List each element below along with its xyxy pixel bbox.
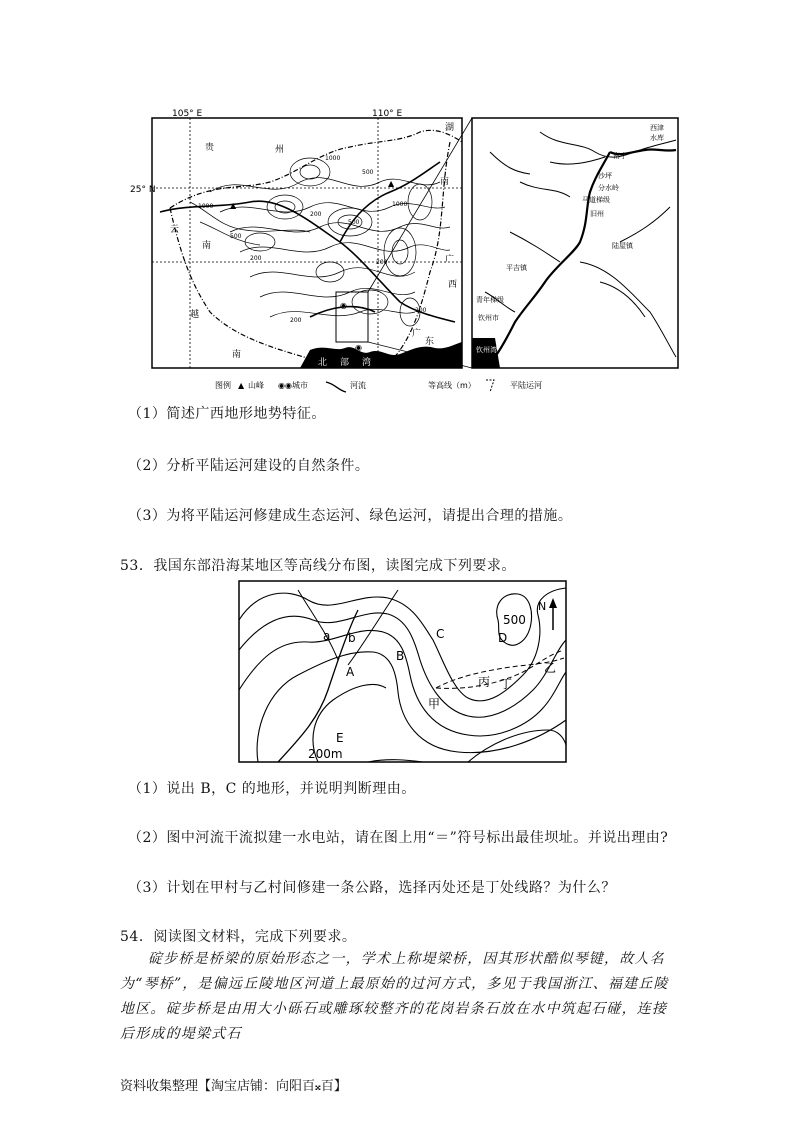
region-label: 北 bbox=[318, 358, 328, 368]
label-C: C bbox=[436, 627, 445, 641]
label-200m: 200m bbox=[308, 747, 343, 761]
lon-105-label: 105° E bbox=[172, 109, 203, 119]
svg-text:◉: ◉ bbox=[355, 343, 362, 352]
q54-paragraph: 碇步桥是桥梁的原始形态之一，学术上称堤梁桥，因其形状酷似琴键，故人名为“琴桥”，是偏远丘陵地区河道上最原始的过河方式，多见于我国浙江、福建丘陵地区。碇步桥是由用大小砾石或雕琢较整齐的花岗岩条石放在水中筑起石碰，连接后形成的堤梁式石 bbox=[120, 951, 669, 1042]
legend-peak: 山峰 bbox=[248, 381, 264, 390]
q53-sub1: （1）说出 B，C 的地形，并说明判断理由。 bbox=[128, 781, 416, 797]
map-legend bbox=[215, 380, 542, 392]
region-label: 贵 bbox=[205, 143, 215, 153]
region-label: 南 bbox=[232, 350, 242, 360]
inset-label: 青年梯级 bbox=[476, 296, 504, 304]
region-label: 云 bbox=[170, 225, 180, 235]
label-a: a bbox=[323, 629, 331, 643]
region-label: 广 bbox=[412, 329, 422, 339]
svg-text:▲: ▲ bbox=[238, 381, 245, 390]
svg-text:◉: ◉ bbox=[340, 301, 347, 310]
inset-label: 西津 bbox=[650, 124, 664, 132]
inset-label: 平吉镇 bbox=[506, 264, 527, 272]
label-b-lower: b bbox=[348, 631, 356, 645]
inset-label: 钦州湾 bbox=[476, 346, 497, 354]
inset-label: 沙坪 bbox=[598, 172, 612, 180]
q52-sub2: （2）分析平陆运河建设的自然条件。 bbox=[128, 458, 370, 474]
inset-label: 马道梯级 bbox=[582, 196, 610, 204]
legend-city: 城市 bbox=[292, 381, 308, 390]
label-yi: 乙 bbox=[544, 661, 557, 675]
region-label: 越 bbox=[190, 310, 200, 320]
region-label: 东 bbox=[425, 337, 435, 347]
label-A: A bbox=[346, 665, 355, 679]
region-label: 湾 bbox=[362, 358, 372, 368]
lat-25-label: 25° N bbox=[130, 185, 156, 195]
label-E: E bbox=[336, 731, 344, 745]
region-label: 南 bbox=[440, 177, 450, 187]
page-footer: 资料收集整理【淘宝店铺：向阳百𝄪百】 bbox=[120, 1079, 347, 1094]
q52-sub1: （1）简述广西地形地势特征。 bbox=[128, 406, 326, 422]
svg-text:1000: 1000 bbox=[392, 201, 408, 208]
inset-label: 南宁 bbox=[613, 152, 627, 160]
inset-label: 旧州 bbox=[590, 210, 604, 218]
inset-label: 钦州市 bbox=[478, 314, 499, 322]
svg-text:200: 200 bbox=[250, 255, 262, 262]
region-label: 广 bbox=[445, 255, 455, 265]
inset-label: 陆屋镇 bbox=[612, 242, 633, 250]
region-label: 州 bbox=[275, 145, 285, 155]
inset-label: 分水岭 bbox=[598, 184, 619, 192]
svg-text:200: 200 bbox=[415, 307, 427, 314]
label-500: 500 bbox=[503, 613, 526, 627]
label-bing: 丙 bbox=[478, 675, 491, 689]
label-ding: 丁 bbox=[500, 677, 513, 691]
svg-text:▲: ▲ bbox=[230, 201, 237, 210]
label-B: B bbox=[396, 649, 405, 663]
north-label: N bbox=[538, 600, 547, 613]
legend-canal: 平陆运河 bbox=[510, 381, 542, 390]
q53-sub2: （2）图中河流干流拟建一水电站，请在图上用“＝”符号标出最佳坝址。并说出理由? bbox=[128, 830, 669, 846]
svg-text:1000: 1000 bbox=[325, 155, 341, 162]
q53-stem: 53．我国东部沿海某地区等高线分布图，读图完成下列要求。 bbox=[120, 558, 516, 574]
inset-label: 水库 bbox=[650, 134, 664, 142]
svg-text:500: 500 bbox=[230, 233, 242, 240]
svg-text:▲: ▲ bbox=[388, 179, 395, 188]
guangxi-map-figure bbox=[130, 109, 680, 394]
svg-text:500: 500 bbox=[348, 219, 360, 226]
lon-110-label: 110° E bbox=[372, 109, 403, 119]
region-label: 部 bbox=[340, 358, 350, 368]
legend-river: 河流 bbox=[350, 381, 366, 390]
legend-contour: 等高线（m） bbox=[428, 381, 476, 390]
svg-text:200: 200 bbox=[290, 317, 302, 324]
svg-text:◉◉: ◉◉ bbox=[278, 381, 292, 390]
region-label: 西 bbox=[448, 280, 458, 290]
legend-title: 图例 bbox=[215, 381, 231, 390]
region-label: 南 bbox=[202, 241, 212, 251]
svg-text:500: 500 bbox=[362, 169, 374, 176]
right-map-frame bbox=[472, 118, 678, 368]
label-D: D bbox=[498, 631, 508, 645]
label-jia: 甲 bbox=[428, 697, 441, 711]
svg-text:1000: 1000 bbox=[198, 203, 214, 210]
q54-stem: 54．阅读图文材料，完成下列要求。 bbox=[120, 929, 357, 945]
region-label: 湖 bbox=[445, 123, 455, 133]
q52-sub3: （3）为将平陆运河修建成生态运河、绿色运河，请提出合理的措施。 bbox=[128, 508, 573, 524]
svg-text:200: 200 bbox=[376, 259, 388, 266]
contour-map-figure bbox=[238, 580, 568, 764]
svg-text:200: 200 bbox=[310, 211, 322, 218]
q53-sub3: （3）计划在甲村与乙村间修建一条公路，选择丙处还是丁处线路？为什么？ bbox=[128, 880, 616, 896]
